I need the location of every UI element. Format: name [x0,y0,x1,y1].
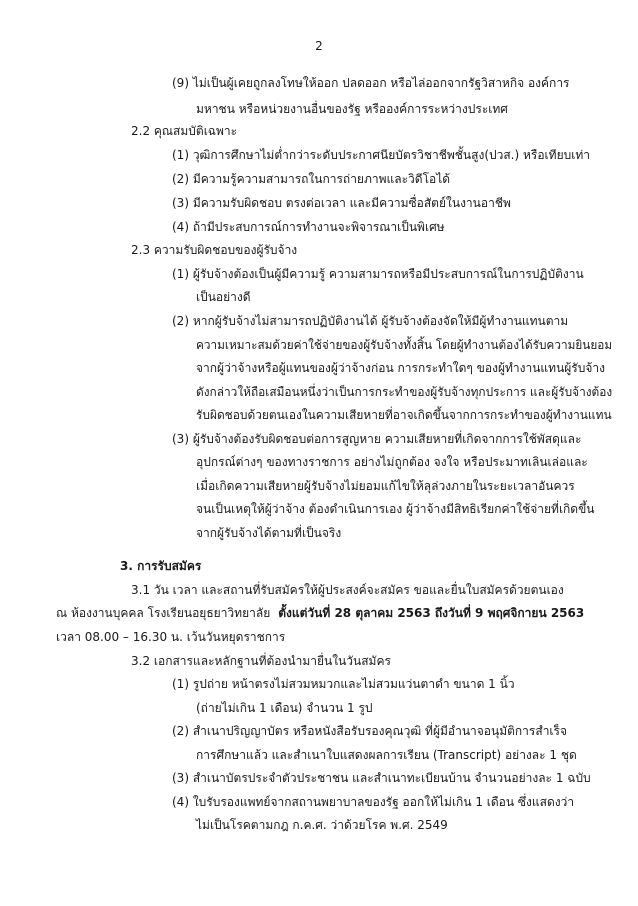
qualification-item-9: (9) ไม่เป็นผู้เคยถูกลงโทษให้ออก ปลดออก หรือไล่ออกจากรัฐวิสาหกิจ องค์การ [172,76,570,90]
responsibility-item-2: (2) หากผู้รับจ้างไม่สามารถปฏิบัติงานได้ ผู้รับจ้างต้องจัดให้มีผู้ทำงานแทนตาม [172,314,569,328]
document-item-4: (4) ใบรับรองแพทย์จากสถานพยาบาลของรัฐ ออกให้ไม่เกิน 1 เดือน ซึ่งแสดงว่า [172,795,575,809]
application-hours: เวลา 08.00 – 16.30 น. เว้นวันหยุดราชการ [56,630,286,644]
section-3-1-text: 3.1 วัน เวลา และสถานที่รับสมัครให้ผู้ประสงค์จะสมัคร ขอและยื่นใบสมัครด้วยตนเอง [131,583,564,597]
qualification-item-9-cont: มหาชน หรือหน่วยงานอื่นของรัฐ หรือองค์การระหว่างประเทศ [196,102,508,116]
section-2-2-heading: 2.2 คุณสมบัติเฉพาะ [131,124,238,138]
responsibility-item-3-cont: จนเป็นเหตุให้ผู้ว่าจ้าง ต้องดำเนินการเอง ผู้ว่าจ้างมีสิทธิเรียกค่าใช้จ่ายที่เกิดขึ้น [196,502,595,516]
responsibility-item-2-cont: ความเหมาะสมด้วยค่าใช้จ่ายของผู้รับจ้างทั้งสิ้น โดยผู้ทำงานต้องได้รับความยินยอม [196,338,613,352]
responsibility-item-1-cont: เป็นอย่างดี [196,290,251,304]
page-number: 2 [315,39,323,53]
document-item-1-cont: (ถ่ายไม่เกิน 1 เดือน) จำนวน 1 รูป [196,701,373,715]
section-3-2-heading: 3.2 เอกสารและหลักฐานที่ต้องนำมายื่นในวันสมัคร [131,654,391,668]
responsibility-item-3-cont: จากผู้รับจ้างได้ตามที่เป็นจริง [196,526,342,540]
document-item-2: (2) สำเนาปริญญาบัตร หรือหนังสือรับรองคุณวุฒิ ที่ผู้มีอำนาจอนุมัติการสำเร็จ [172,724,568,738]
specific-item-1: (1) วุฒิการศึกษาไม่ต่ำกว่าระดับประกาศนียบัตรวิชาชีพชั้นสูง(ปวส.) หรือเทียบเท่า [172,148,590,162]
document-item-2-cont: การศึกษาแล้ว และสำเนาใบแสดงผลการเรียน (Transcript) อย่างละ 1 ชุด [196,748,577,762]
responsibility-item-2-cont: จากผู้ว่าจ้างหรือผู้แทนของผู้ว่าจ้างก่อน การกระทำใดๆ ของผู้ทำงานแทนผู้รับจ้าง [196,361,605,375]
document-item-1: (1) รูปถ่าย หน้าตรงไม่สวมหมวกและไม่สวมแว่นตาดำ ขนาด 1 นิ้ว [172,677,515,691]
specific-item-4: (4) ถ้ามีประสบการณ์การทำงานจะพิจารณาเป็นพิเศษ [172,220,445,234]
document-item-3: (3) สำเนาบัตรประจำตัวประชาชน และสำเนาทะเบียนบ้าน จำนวนอย่างละ 1 ฉบับ [172,771,591,785]
specific-item-3: (3) มีความรับผิดชอบ ตรงต่อเวลา และมีความซื่อสัตย์ในงานอาชีพ [172,196,511,210]
section-3-heading: 3. การรับสมัคร [120,559,202,573]
responsibility-item-3: (3) ผู้รับจ้างต้องรับผิดชอบต่อการสูญหาย ความเสียหายที่เกิดจากการใช้พัสดุและ [172,432,582,446]
responsibility-item-2-cont: รับผิดชอบด้วยตนเองในความเสียหายที่อาจเกิดขึ้นจากการกระทำของผู้ทำงานแทน [196,408,612,422]
responsibility-item-2-cont: ดังกล่าวให้ถือเสมือนหนึ่งว่าเป็นการกระทำของผู้รับจ้างทุกประการ และผู้รับจ้างต้อง [196,385,613,399]
application-location-line [56,604,584,622]
responsibility-item-1: (1) ผู้รับจ้างต้องเป็นผู้มีความรู้ ความสามารถหรือมีประสบการณ์ในการปฏิบัติงาน [172,267,584,281]
application-location: ณ ห้องงานบุคคล โรงเรียนอยุธยาวิทยาลัย [56,606,271,620]
responsibility-item-3-cont: อุปกรณ์ต่างๆ ของทางราชการ อย่างไม่ถูกต้อง จงใจ หรือประมาทเลินเล่อและ [196,455,588,469]
specific-item-2: (2) มีความรู้ความสามารถในการถ่ายภาพและวิดีโอได้ [172,172,451,186]
application-dates: ตั้งแต่วันที่ 28 ตุลาคม 2563 ถึงวันที่ 9 พฤศจิกายน 2563 [278,606,585,620]
responsibility-item-3-cont: เมื่อเกิดความเสียหายผู้รับจ้างไม่ยอมแก้ไขให้ลุล่วงภายในระยะเวลาอันควร [196,479,575,493]
section-2-3-heading: 2.3 ความรับผิดชอบของผู้รับจ้าง [131,243,298,257]
document-item-4-cont: ไม่เป็นโรคตามกฎ ก.ค.ศ. ว่าด้วยโรค พ.ศ. 2549 [196,818,448,832]
